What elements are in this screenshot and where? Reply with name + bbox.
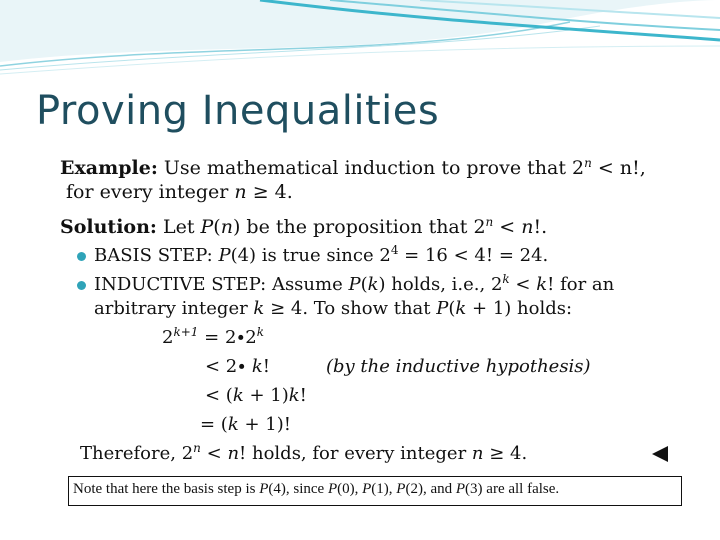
ind-k: k: [367, 274, 379, 295]
basis-text-c: = 16 < 4! = 24.: [398, 245, 549, 266]
note-text-b: (4), since: [268, 481, 328, 497]
note-text-c: (0),: [337, 481, 363, 497]
therefore-text-b: <: [200, 443, 228, 464]
basis-step-line: [94, 244, 548, 268]
eq2-k: k: [251, 356, 263, 377]
note-box: [68, 476, 682, 506]
solution-p: P: [200, 216, 214, 238]
ind2-text-d: + 1) holds:: [466, 298, 573, 319]
therefore-exponent: n: [193, 441, 201, 455]
solution-n: n: [220, 216, 233, 238]
solution-text-b: (: [213, 216, 221, 238]
decorative-banner: [0, 0, 720, 90]
note-p4: P: [396, 481, 406, 497]
basis-text-a: BASIS STEP:: [94, 245, 219, 266]
end-of-proof-icon: [652, 446, 668, 462]
solution-exponent: n: [485, 215, 494, 229]
bullet-inductive-icon: [77, 281, 86, 290]
eq4-text-a: = (: [200, 414, 228, 435]
note-text-f: (3) are all false.: [465, 481, 560, 497]
bullet-basis-icon: [77, 252, 86, 261]
note-text-e: (2), and: [405, 481, 456, 497]
ind-text-b: (: [360, 274, 368, 295]
example-exponent: n: [584, 156, 592, 170]
ind-text-d: <: [509, 274, 537, 295]
therefore-n: n: [227, 443, 240, 464]
eq4-text-b: + 1)!: [238, 414, 291, 435]
eq4-k: k: [227, 414, 239, 435]
ind2-k: k: [253, 298, 265, 319]
eq1-base: 2: [162, 327, 174, 348]
basis-exponent: 4: [390, 243, 399, 257]
note-text-a: Note that here the basis step is: [73, 481, 260, 497]
ind-exponent: k: [502, 272, 510, 286]
note-p1: P: [259, 481, 269, 497]
example-line-1: [60, 156, 646, 180]
inductive-step-line-1: [94, 273, 614, 297]
therefore-text-c: ! holds, for every integer: [239, 443, 472, 464]
basis-text-b: (4) is true since 2: [230, 245, 391, 266]
slide-title: Proving Inequalities: [36, 88, 440, 134]
conclusion-line: [80, 442, 527, 466]
ind2-text-a: arbitrary integer: [94, 298, 254, 319]
ind-text-a: INDUCTIVE STEP: Assume: [94, 274, 349, 295]
ind-text-c: ) holds, i.e., 2: [378, 274, 503, 295]
example-rest: < n!,: [591, 157, 646, 179]
therefore-text-a: Therefore, 2: [80, 443, 194, 464]
basis-p: P: [218, 245, 231, 266]
inductive-hypothesis-comment: (by the inductive hypothesis): [326, 356, 591, 377]
example-label: Example:: [60, 157, 158, 179]
equation-line-2: [205, 355, 270, 379]
ind2-k2: k: [455, 298, 467, 319]
ind-text-e: ! for an: [547, 274, 615, 295]
example-text: Use mathematical induction to prove that 2: [157, 157, 585, 179]
note-p2: P: [327, 481, 338, 497]
solution-line: [60, 215, 547, 239]
eq3-k2: k: [288, 385, 300, 406]
inductive-step-line-2: [94, 297, 572, 321]
eq2-text-a: < 2∙: [205, 356, 252, 377]
solution-text-c: ) be the proposition that 2: [232, 216, 486, 238]
example-line2-end: ≥ 4.: [246, 181, 293, 203]
eq2-text-b: !: [262, 356, 270, 377]
equation-line-4: [200, 413, 291, 437]
therefore-text-d: ≥ 4.: [483, 443, 528, 464]
ind-k2: k: [536, 274, 548, 295]
solution-text-e: !.: [533, 216, 548, 238]
ind2-text-c: (: [448, 298, 456, 319]
ind2-text-b: ≥ 4. To show that: [264, 298, 437, 319]
eq1-exponent-2: k: [256, 325, 264, 339]
example-line2-text: for every integer: [66, 181, 235, 203]
ind2-p: P: [436, 298, 449, 319]
therefore-n2: n: [471, 443, 484, 464]
solution-n2: n: [521, 216, 534, 238]
eq3-text-c: !: [299, 385, 307, 406]
eq3-text-a: < (: [205, 385, 233, 406]
ind-p: P: [348, 274, 361, 295]
note-p3: P: [362, 481, 372, 497]
equation-line-3: [205, 384, 307, 408]
note-p5: P: [455, 481, 466, 497]
eq3-k: k: [232, 385, 244, 406]
equation-line-1: [162, 326, 264, 350]
solution-text-a: Let: [156, 216, 201, 238]
example-line-2: [66, 180, 293, 204]
solution-text-d: <: [493, 216, 522, 238]
note-text-d: (1),: [371, 481, 397, 497]
example-line2-var: n: [234, 181, 247, 203]
eq1-text: = 2∙2: [198, 327, 257, 348]
eq3-text-b: + 1): [243, 385, 289, 406]
solution-label: Solution:: [60, 216, 157, 238]
eq1-exponent: k+1: [173, 325, 199, 339]
